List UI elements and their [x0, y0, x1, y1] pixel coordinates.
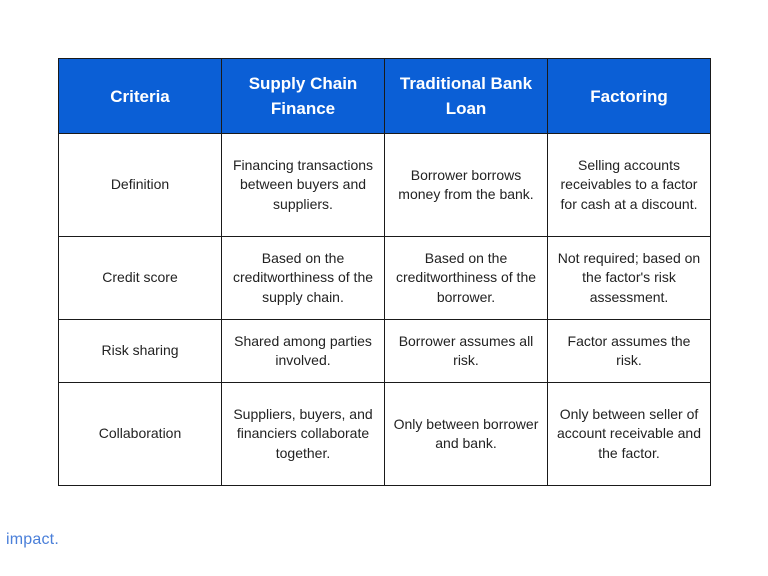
table-cell: Borrower borrows money from the bank.	[385, 134, 548, 237]
row-label-risk-sharing: Risk sharing	[59, 320, 222, 383]
row-label-collaboration: Collaboration	[59, 383, 222, 486]
brand-logo-text: impact.	[6, 531, 59, 548]
table-cell: Only between borrower and bank.	[385, 383, 548, 486]
header-factoring: Factoring	[548, 59, 711, 134]
table-header-row	[59, 59, 711, 134]
header-criteria: Criteria	[59, 59, 222, 134]
table-cell: Shared among parties involved.	[222, 320, 385, 383]
table-row	[59, 383, 711, 486]
table-cell: Based on the creditworthiness of the borrower.	[385, 237, 548, 320]
table-cell: Suppliers, buyers, and financiers collaborate together.	[222, 383, 385, 486]
table-cell: Selling accounts receivables to a factor for cash at a discount.	[548, 134, 711, 237]
table-row	[59, 134, 711, 237]
comparison-table	[58, 58, 711, 486]
row-label-definition: Definition	[59, 134, 222, 237]
row-label-credit-score: Credit score	[59, 237, 222, 320]
table-row	[59, 237, 711, 320]
table-cell: Factor assumes the risk.	[548, 320, 711, 383]
table-cell: Borrower assumes all risk.	[385, 320, 548, 383]
header-traditional-bank-loan: Traditional Bank Loan	[385, 59, 548, 134]
table-row	[59, 320, 711, 383]
table-cell: Only between seller of account receivable and the factor.	[548, 383, 711, 486]
comparison-table-container	[58, 58, 710, 486]
table-cell: Financing transactions between buyers and suppliers.	[222, 134, 385, 237]
table-cell: Based on the creditworthiness of the supply chain.	[222, 237, 385, 320]
header-supply-chain-finance: Supply Chain Finance	[222, 59, 385, 134]
table-cell: Not required; based on the factor's risk assessment.	[548, 237, 711, 320]
